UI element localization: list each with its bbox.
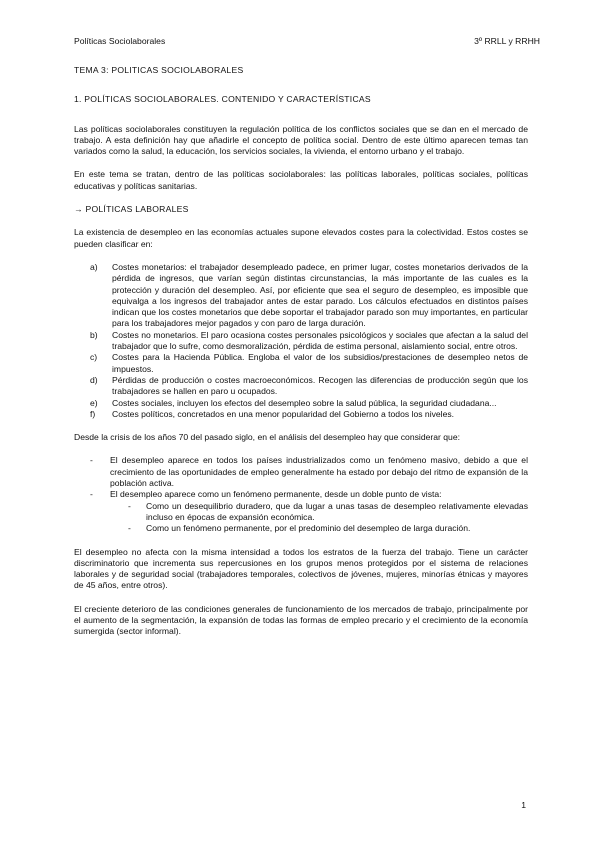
list-item-text: Costes sociales, incluyen los efectos del desempleo sobre la salud pública, la seguridad ciudadana... — [112, 397, 497, 408]
list-marker: - — [128, 500, 131, 511]
paragraph-unemployment-costs: La existencia de desempleo en las economías actuales supone elevados costes para la colectividad. Estos costes se pueden clasificar en: — [74, 227, 528, 249]
list-item — [76, 262, 528, 330]
list-item-text: Como un fenómeno permanente, por el predominio del desempleo de larga duración. — [146, 523, 471, 534]
header-course-level: 3º RRLL y RRHH — [474, 36, 540, 46]
paragraph-definition: Las políticas sociolaborales constituyen la regulación política de los conflictos sociales que se dan en el mercado de trabajo. A esta definición hay que añadirle el concepto de política social. Dentro de este último aparecen temas tan variados como la salud, la educación, los servicios sociales, la vivienda, el entorno urbano y el trabajo. — [74, 123, 528, 157]
list-marker: - — [90, 455, 93, 466]
list-item-text: Costes para la Hacienda Pública. Engloba el valor de los subsidios/prestaciones de desempleo netos de impuestos. — [112, 352, 528, 374]
list-item-text: Como un desequilibrio duradero, que da lugar a unas tasas de desempleo relativamente elevadas incluso en épocas de expansión económica. — [146, 500, 528, 522]
list-item — [76, 330, 528, 353]
document-body — [74, 65, 528, 650]
paragraph-crisis-analysis: Desde la crisis de los años 70 del pasado siglo, en el análisis del desempleo hay que considerar que: — [74, 432, 461, 443]
paragraph-market-deterioration: El creciente deterioro de las condiciones generales de funcionamiento de los mercados de trabajo, principalmente por el aumento de la segmentación, la expansión de todas las formas de empleo precario y el crecimiento de la economía sumergida (sector informal). — [74, 603, 528, 637]
unemployment-points-list — [74, 455, 528, 534]
topic-title: TEMA 3: POLITICAS SOCIOLABORALES — [74, 65, 244, 75]
list-marker: b) — [90, 329, 98, 340]
paragraph-scope: En este tema se tratan, dentro de las políticas sociolaborales: las políticas laborales, políticas sociales, políticas educativas y políticas sanitarias. — [74, 169, 528, 191]
header-course-title: Políticas Sociolaborales — [74, 36, 166, 46]
list-marker: - — [90, 489, 93, 500]
list-item — [74, 489, 528, 534]
permanent-unemployment-sublist — [110, 501, 528, 535]
list-item — [76, 398, 528, 409]
costs-list — [74, 262, 528, 420]
list-marker: - — [128, 523, 131, 534]
list-item — [74, 455, 528, 489]
list-item — [76, 352, 528, 375]
list-item-text: Costes no monetarios. El paro ocasiona costes personales psicológicos y sociales que afectan a la salud del trabajador que lo sufre, como desmoralización, pérdida de estima personal, aislamiento social, entre otros. — [112, 329, 528, 352]
subsection-heading: → POLÍTICAS LABORALES — [74, 204, 189, 215]
list-marker: a) — [90, 261, 98, 272]
list-item-text: El desempleo aparece en todos los países industrializados como un fenómeno masivo, debido a que el crecimiento de las oportunidades de empleo generalmente ha estado por debajo del ritmo de expansión de la población activa. — [110, 455, 528, 489]
list-item — [110, 501, 528, 524]
list-item-text: Costes monetarios: el trabajador desempleado padece, en primer lugar, costes monetarios derivados de la pérdida de ingresos, que varían según distintas circunstancias, la más importante de las cuales es la protección y duración del desempleo. Así, por eficiente que sea el seguro de desempleo, es imposible que equivalga a los ingresos del trabajador antes de estar parado. Los cálculos efectuados en distintos países indican que los costes monetarios que debe soportar el trabajador parado son muy importantes, en particular para los trabajadores mejor pagados y con paro de larga duración. — [112, 261, 528, 329]
list-marker: c) — [90, 352, 98, 363]
page-number: 1 — [521, 800, 526, 810]
list-item-text: Costes políticos, concretados en una menor popularidad del Gobierno a todos los niveles. — [112, 408, 455, 419]
list-marker: d) — [90, 374, 98, 385]
list-item-text: El desempleo aparece como un fenómeno permanente, desde un doble punto de vista: — [110, 489, 442, 500]
list-marker: f) — [90, 408, 96, 419]
paragraph-discrimination: El desempleo no afecta con la misma intensidad a todos los estratos de la fuerza del trabajo. Tiene un carácter discriminatorio que incrementa sus repercusiones en los grupos menos protegidos por el sistema de relaciones laborales y de seguridad social (trabajadores temporales, colectivos de jóvenes, mujeres, minorías étnicas y mayores de 45 años, entre otros). — [74, 546, 528, 591]
list-item — [110, 523, 528, 534]
list-item — [76, 375, 528, 398]
list-marker: e) — [90, 397, 98, 408]
list-item-text: Pérdidas de producción o costes macroeconómicos. Recogen las diferencias de producción según que los trabajadores se hallen en paro u ocupados. — [112, 374, 528, 397]
list-item — [76, 409, 528, 420]
section-heading: 1. POLÍTICAS SOCIOLABORALES. CONTENIDO Y CARACTERÍSTICAS — [74, 94, 371, 105]
